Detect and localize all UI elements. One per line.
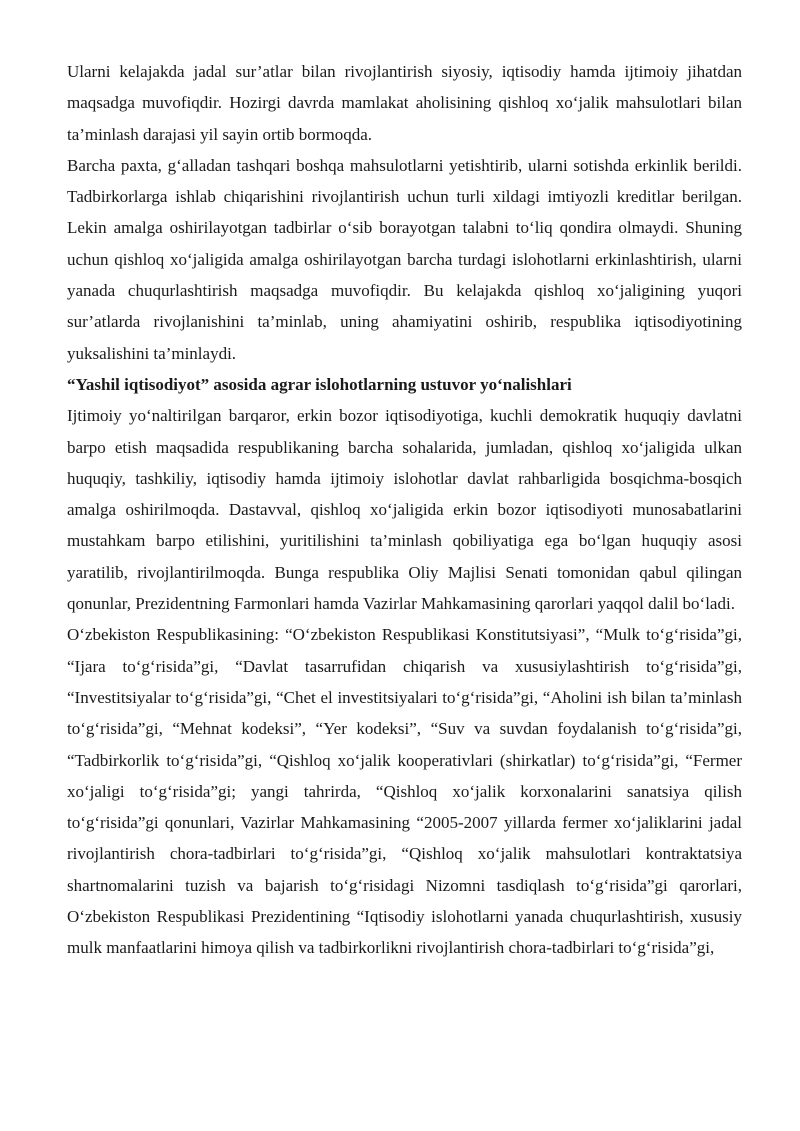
- paragraph-3: Ijtimoiy yo‘naltirilgan barqaror, erkin bozor iqtisodiyotiga, kuchli demokratik huquqiy davlatni barpo etish maqsadida respublikaning barcha sohalarida, jumladan, qishloq xo‘jaligida ulkan huquqiy, tashkiliy, iqtisodiy hamda ijtimoiy islohotlar davlat rahbarligida bosqichma-bosqich amalga oshirilmoqda. Dastavval, qishloq xo‘jaligida erkin bozor iqtisodiyoti munosabatlarini mustahkam barpo etilishini, yuritilishini ta’minlash qobiliyatiga ega bo‘lgan huquqiy asosi yaratilib, rivojlantirilmoqda. Bunga respublika Oliy Majlisi Senati tomonidan qabul qilingan qonunlar, Prezidentning Farmonlari hamda Vazirlar Mahkamasining qarorlari yaqqol dalil bo‘ladi.: [67, 406, 742, 614]
- paragraph-2: Barcha paxta, g‘alladan tashqari boshqa mahsulotlarni yetishtirib, ularni sotishda erkinlik berildi. Tadbirkorlarga ishlab chiqarishini rivojlantirish uchun turli xildagi imtiyozli kreditlar berilgan. Lekin amalga oshirilayotgan tadbirlar o‘sib borayotgan talabni to‘liq qondira olmaydi. Shuning uchun qishloq xo‘jaligida amalga oshirilayotgan barcha turdagi islohotlarni erkinlashtirish, ularni yanada chuqurlashtirish maqsadga muvofiqdir. Bu kelajakda qishloq xo‘jaligining yuqori sur’atlarda rivojlanishini ta’minlab, uning ahamiyatini oshirib, respublika iqtisodiyotining yuksalishini ta’minlaydi.: [67, 155, 742, 363]
- document-page: [67, 56, 742, 964]
- paragraph-4: O‘zbekiston Respublikasining: “O‘zbekiston Respublikasi Konstitutsiyasi”, “Mulk to‘g‘risida”gi, “Ijara to‘g‘risida”gi, “Davlat tasarrufidan chiqarish va xususiylashtirish to‘g‘risida”gi, “Investitsiyalar to‘g‘risida”gi, “Chet el investitsiyalari to‘g‘risida”gi, “Aholini ish bilan ta’minlash to‘g‘risida”gi, “Mehnat kodeksi”, “Yer kodeksi”, “Suv va suvdan foydalanish to‘g‘risida”gi, “Tadbirkorlik to‘g‘risida”gi, “Qishloq xo‘jalik kooperativlari (shirkatlar) to‘g‘risida”gi, “Fermer xo‘jaligi to‘g‘risida”gi; yangi tahrirda, “Qishloq xo‘jalik korxonalarini sanatsiya qilish to‘g‘risida”gi qonunlari, Vazirlar Mahkamasining “2005-2007 yillarda fermer xo‘jaliklarini jadal rivojlantirish chora-tadbirlari to‘g‘risida”gi, “Qishloq xo‘jalik mahsulotlari kontraktatsiya shartnomalarini tuzish va bajarish to‘g‘risidagi Nizomni tasdiqlash to‘g‘risida”gi qarorlari, O‘zbekiston Respublikasi Prezidentining “Iqtisodiy islohotlarni yanada chuqurlashtirish, xususiy mulk manfaatlarini himoya qilish va tadbirkorlikni rivojlantirish chora-tadbirlari to‘g‘risida”gi,: [67, 625, 742, 958]
- section-heading: “Yashil iqtisodiyot” asosida agrar islohotlarning ustuvor yo‘nalishlari: [67, 374, 572, 394]
- paragraph-1: Ularni kelajakda jadal sur’atlar bilan rivojlantirish siyosiy, iqtisodiy hamda ijtimoiy jihatdan maqsadga muvofiqdir. Hozirgi davrda mamlakat aholisining qishloq xo‘jalik mahsulotlari bilan ta’minlash darajasi yil sayin ortib bormoqda.: [67, 62, 742, 144]
